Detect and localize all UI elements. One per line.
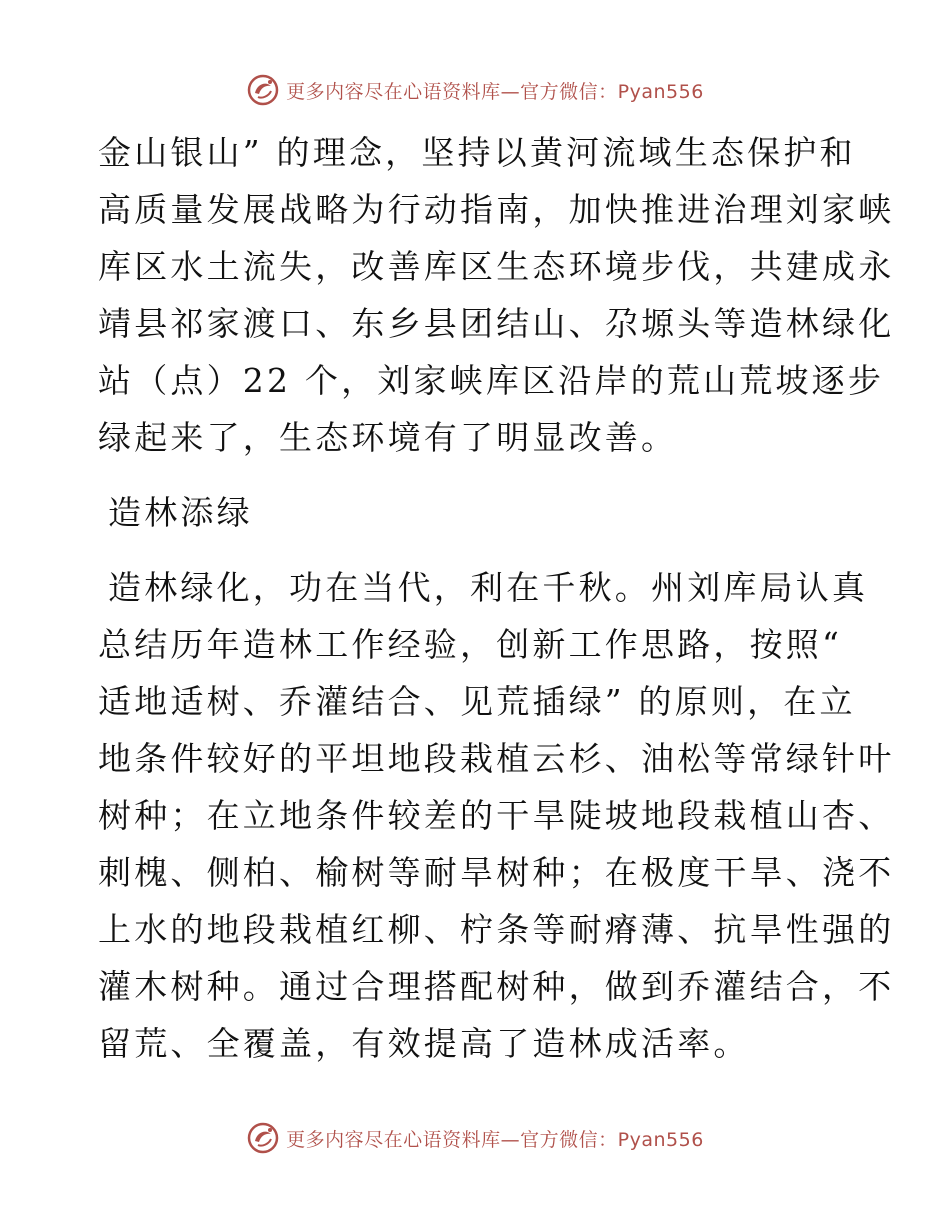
paragraph-line: 绿起来了，生态环境有了明显改善。	[98, 418, 678, 457]
header-banner-text: 更多内容尽在心语资料库—官方微信：Pyan556	[286, 80, 704, 103]
paragraph-line: 总结历年造林工作经验，创新工作思路，按照“	[98, 625, 843, 664]
paragraph-line: 刺槐、侧柏、榆树等耐旱树种；在极度干旱、浇不	[98, 853, 895, 892]
paragraph-2	[98, 559, 895, 1072]
paragraph-line: 地条件较好的平坦地段栽植云杉、油松等常绿针叶	[98, 739, 895, 778]
paragraph-line: 高质量发展战略为行动指南，加快推进治理刘家峡	[98, 190, 895, 229]
paragraph-line: 造林绿化，功在当代，利在千秋。州刘库局认真	[108, 568, 869, 607]
paragraph-line: 适地适树、乔灌结合、见荒插绿” 的原则，在立	[98, 682, 856, 721]
footer-banner-text: 更多内容尽在心语资料库—官方微信：Pyan556	[286, 1128, 704, 1151]
paragraph-gap	[98, 466, 858, 484]
paragraph-line: 站（点）22 个，刘家峡库区沿岸的荒山荒坡逐步	[98, 361, 885, 400]
paragraph-line: 库区水土流失，改善库区生态环境步伐，共建成永	[98, 247, 895, 286]
swirl-logo-icon	[246, 1121, 280, 1155]
section-heading: 造林添绿	[108, 493, 253, 532]
paragraph-line: 上水的地段栽植红柳、柠条等耐瘠薄、抗旱性强的	[98, 910, 895, 949]
paragraph-line: 靖县祁家渡口、东乡县团结山、尕塬头等造林绿化	[98, 304, 895, 343]
paragraph-line: 树种；在立地条件较差的干旱陡坡地段栽植山杏、	[98, 796, 895, 835]
paragraph-line: 留荒、全覆盖，有效提高了造林成活率。	[98, 1024, 750, 1063]
document-body	[98, 124, 895, 1072]
paragraph-1	[98, 124, 895, 466]
paragraph-line: 灌木树种。通过合理搭配树种，做到乔灌结合，不	[98, 967, 895, 1006]
header-banner	[0, 70, 950, 110]
footer-banner	[0, 1118, 950, 1158]
swirl-logo-icon	[246, 73, 280, 107]
paragraph-line: 金山银山” 的理念，坚持以黄河流域生态保护和	[98, 133, 856, 172]
paragraph-gap	[98, 541, 858, 559]
